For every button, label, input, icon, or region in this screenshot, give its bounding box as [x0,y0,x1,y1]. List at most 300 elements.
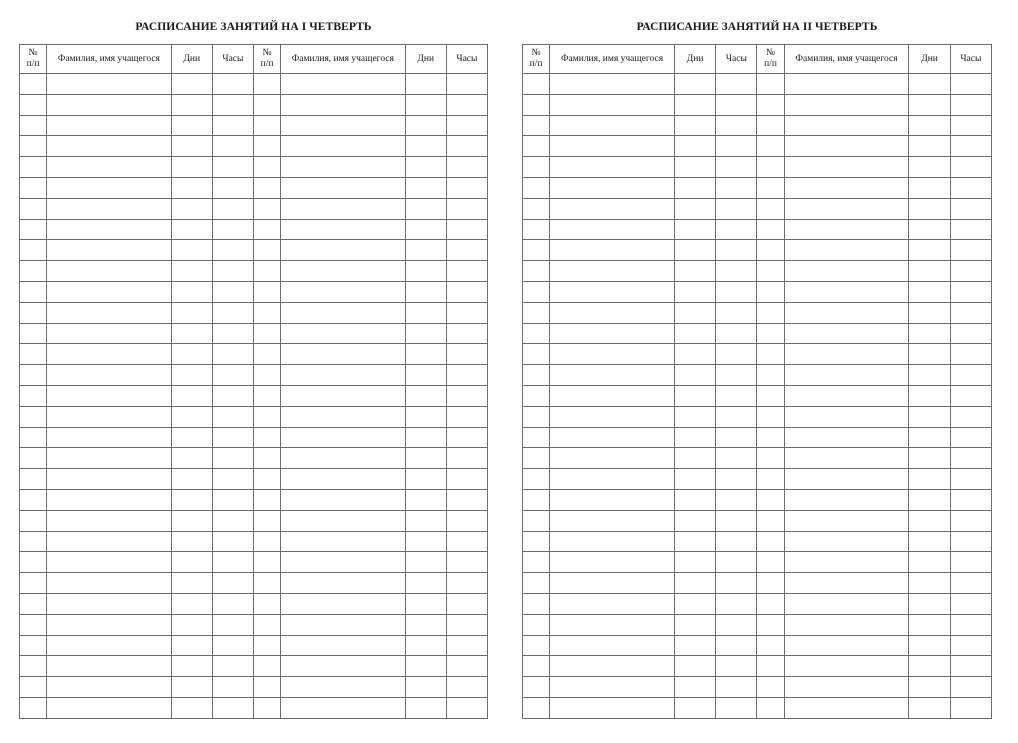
cell-hours[interactable] [716,302,757,323]
cell-student-name[interactable] [784,635,909,656]
cell-number[interactable] [757,552,784,573]
cell-hours[interactable] [950,94,991,115]
cell-number[interactable] [757,489,784,510]
cell-number[interactable] [20,157,47,178]
cell-number[interactable] [253,573,280,594]
cell-days[interactable] [171,510,212,531]
cell-days[interactable] [171,74,212,95]
cell-number[interactable] [757,697,784,718]
cell-hours[interactable] [716,552,757,573]
cell-number[interactable] [20,219,47,240]
cell-student-name[interactable] [784,365,909,386]
cell-student-name[interactable] [784,240,909,261]
cell-number[interactable] [523,406,550,427]
cell-student-name[interactable] [281,677,406,698]
cell-hours[interactable] [446,344,487,365]
cell-hours[interactable] [212,635,253,656]
cell-student-name[interactable] [281,656,406,677]
cell-student-name[interactable] [47,635,172,656]
cell-days[interactable] [909,593,950,614]
cell-days[interactable] [171,344,212,365]
cell-hours[interactable] [950,344,991,365]
cell-number[interactable] [523,697,550,718]
cell-student-name[interactable] [47,344,172,365]
cell-hours[interactable] [446,406,487,427]
cell-number[interactable] [523,302,550,323]
cell-number[interactable] [757,510,784,531]
cell-student-name[interactable] [281,469,406,490]
cell-number[interactable] [253,697,280,718]
cell-hours[interactable] [446,469,487,490]
cell-student-name[interactable] [281,177,406,198]
cell-hours[interactable] [446,385,487,406]
cell-days[interactable] [405,302,446,323]
cell-days[interactable] [405,177,446,198]
cell-student-name[interactable] [550,344,675,365]
cell-days[interactable] [171,198,212,219]
cell-student-name[interactable] [550,406,675,427]
cell-hours[interactable] [950,635,991,656]
cell-student-name[interactable] [47,302,172,323]
cell-hours[interactable] [446,614,487,635]
cell-number[interactable] [757,302,784,323]
cell-hours[interactable] [950,552,991,573]
cell-student-name[interactable] [281,136,406,157]
cell-student-name[interactable] [281,365,406,386]
cell-days[interactable] [909,94,950,115]
cell-hours[interactable] [716,219,757,240]
cell-student-name[interactable] [784,697,909,718]
cell-student-name[interactable] [550,427,675,448]
cell-hours[interactable] [950,677,991,698]
cell-hours[interactable] [446,74,487,95]
cell-days[interactable] [909,635,950,656]
cell-days[interactable] [909,157,950,178]
cell-days[interactable] [909,136,950,157]
cell-hours[interactable] [950,115,991,136]
cell-days[interactable] [171,531,212,552]
cell-student-name[interactable] [550,281,675,302]
cell-days[interactable] [405,219,446,240]
cell-number[interactable] [523,531,550,552]
cell-days[interactable] [909,74,950,95]
cell-student-name[interactable] [47,115,172,136]
cell-student-name[interactable] [550,635,675,656]
cell-number[interactable] [20,344,47,365]
cell-student-name[interactable] [550,323,675,344]
cell-days[interactable] [405,427,446,448]
cell-student-name[interactable] [550,74,675,95]
cell-number[interactable] [757,593,784,614]
cell-hours[interactable] [212,302,253,323]
cell-number[interactable] [757,427,784,448]
cell-days[interactable] [909,219,950,240]
cell-hours[interactable] [446,240,487,261]
cell-number[interactable] [253,177,280,198]
cell-student-name[interactable] [47,365,172,386]
cell-hours[interactable] [716,614,757,635]
cell-number[interactable] [523,448,550,469]
cell-hours[interactable] [212,261,253,282]
cell-number[interactable] [20,198,47,219]
cell-student-name[interactable] [550,240,675,261]
cell-number[interactable] [253,302,280,323]
cell-days[interactable] [171,385,212,406]
cell-student-name[interactable] [47,510,172,531]
cell-number[interactable] [253,406,280,427]
cell-hours[interactable] [716,240,757,261]
cell-number[interactable] [523,157,550,178]
cell-days[interactable] [171,136,212,157]
cell-student-name[interactable] [550,552,675,573]
cell-number[interactable] [523,74,550,95]
cell-days[interactable] [674,344,715,365]
cell-hours[interactable] [446,448,487,469]
cell-student-name[interactable] [281,115,406,136]
cell-days[interactable] [909,427,950,448]
cell-number[interactable] [523,677,550,698]
cell-student-name[interactable] [784,510,909,531]
cell-number[interactable] [253,656,280,677]
cell-number[interactable] [20,94,47,115]
cell-days[interactable] [405,697,446,718]
cell-number[interactable] [253,448,280,469]
cell-student-name[interactable] [281,302,406,323]
cell-hours[interactable] [446,302,487,323]
cell-hours[interactable] [950,198,991,219]
cell-number[interactable] [523,510,550,531]
cell-days[interactable] [909,261,950,282]
cell-days[interactable] [674,302,715,323]
cell-student-name[interactable] [784,74,909,95]
cell-student-name[interactable] [550,677,675,698]
cell-student-name[interactable] [281,531,406,552]
cell-student-name[interactable] [550,469,675,490]
cell-days[interactable] [171,552,212,573]
cell-days[interactable] [405,240,446,261]
cell-hours[interactable] [716,177,757,198]
cell-student-name[interactable] [784,177,909,198]
cell-number[interactable] [20,510,47,531]
cell-days[interactable] [405,281,446,302]
cell-days[interactable] [909,344,950,365]
cell-student-name[interactable] [47,385,172,406]
cell-days[interactable] [674,157,715,178]
cell-hours[interactable] [212,448,253,469]
cell-days[interactable] [405,157,446,178]
cell-number[interactable] [757,614,784,635]
cell-hours[interactable] [716,323,757,344]
cell-days[interactable] [171,157,212,178]
cell-days[interactable] [405,323,446,344]
cell-hours[interactable] [212,427,253,448]
cell-days[interactable] [171,469,212,490]
cell-student-name[interactable] [281,614,406,635]
cell-days[interactable] [171,261,212,282]
cell-number[interactable] [253,344,280,365]
cell-days[interactable] [405,115,446,136]
cell-student-name[interactable] [784,614,909,635]
cell-days[interactable] [909,552,950,573]
cell-number[interactable] [20,697,47,718]
cell-student-name[interactable] [550,385,675,406]
cell-days[interactable] [171,94,212,115]
cell-student-name[interactable] [784,198,909,219]
cell-days[interactable] [909,448,950,469]
cell-number[interactable] [20,489,47,510]
cell-student-name[interactable] [281,323,406,344]
cell-number[interactable] [757,136,784,157]
cell-student-name[interactable] [784,531,909,552]
cell-number[interactable] [20,385,47,406]
cell-days[interactable] [405,136,446,157]
cell-hours[interactable] [950,593,991,614]
cell-student-name[interactable] [47,323,172,344]
cell-student-name[interactable] [281,489,406,510]
cell-hours[interactable] [446,281,487,302]
cell-hours[interactable] [950,385,991,406]
cell-hours[interactable] [212,552,253,573]
cell-hours[interactable] [950,177,991,198]
cell-hours[interactable] [446,115,487,136]
cell-number[interactable] [20,261,47,282]
cell-days[interactable] [405,406,446,427]
cell-student-name[interactable] [281,510,406,531]
cell-student-name[interactable] [550,261,675,282]
cell-student-name[interactable] [281,219,406,240]
cell-hours[interactable] [950,157,991,178]
cell-hours[interactable] [212,593,253,614]
cell-number[interactable] [253,510,280,531]
cell-number[interactable] [757,261,784,282]
cell-number[interactable] [20,177,47,198]
cell-days[interactable] [171,656,212,677]
cell-student-name[interactable] [550,489,675,510]
cell-number[interactable] [253,136,280,157]
cell-days[interactable] [674,489,715,510]
cell-days[interactable] [171,593,212,614]
cell-hours[interactable] [446,573,487,594]
cell-hours[interactable] [212,344,253,365]
cell-days[interactable] [405,635,446,656]
cell-days[interactable] [674,531,715,552]
cell-days[interactable] [909,302,950,323]
cell-number[interactable] [757,198,784,219]
cell-days[interactable] [405,552,446,573]
cell-student-name[interactable] [784,677,909,698]
cell-number[interactable] [20,677,47,698]
cell-hours[interactable] [212,136,253,157]
cell-number[interactable] [523,573,550,594]
cell-number[interactable] [757,115,784,136]
cell-days[interactable] [909,656,950,677]
cell-days[interactable] [171,240,212,261]
cell-days[interactable] [674,552,715,573]
cell-number[interactable] [253,677,280,698]
cell-hours[interactable] [950,365,991,386]
cell-student-name[interactable] [281,344,406,365]
cell-number[interactable] [253,94,280,115]
cell-days[interactable] [674,177,715,198]
cell-student-name[interactable] [550,656,675,677]
cell-hours[interactable] [212,115,253,136]
cell-hours[interactable] [716,677,757,698]
cell-days[interactable] [405,593,446,614]
cell-student-name[interactable] [784,469,909,490]
cell-student-name[interactable] [550,115,675,136]
cell-student-name[interactable] [550,177,675,198]
cell-number[interactable] [523,198,550,219]
cell-number[interactable] [20,614,47,635]
cell-hours[interactable] [716,365,757,386]
cell-number[interactable] [253,115,280,136]
cell-number[interactable] [20,573,47,594]
cell-number[interactable] [757,323,784,344]
cell-student-name[interactable] [281,261,406,282]
cell-number[interactable] [253,281,280,302]
cell-number[interactable] [253,240,280,261]
cell-days[interactable] [405,656,446,677]
cell-hours[interactable] [716,531,757,552]
cell-number[interactable] [523,136,550,157]
cell-hours[interactable] [716,115,757,136]
cell-number[interactable] [523,427,550,448]
cell-days[interactable] [171,406,212,427]
cell-hours[interactable] [446,365,487,386]
cell-student-name[interactable] [550,614,675,635]
cell-student-name[interactable] [784,344,909,365]
cell-student-name[interactable] [784,157,909,178]
cell-student-name[interactable] [784,406,909,427]
cell-hours[interactable] [950,573,991,594]
cell-student-name[interactable] [784,489,909,510]
cell-number[interactable] [20,302,47,323]
cell-student-name[interactable] [784,573,909,594]
cell-student-name[interactable] [47,531,172,552]
cell-student-name[interactable] [281,427,406,448]
cell-hours[interactable] [950,448,991,469]
cell-days[interactable] [171,302,212,323]
cell-student-name[interactable] [47,573,172,594]
cell-number[interactable] [253,74,280,95]
cell-student-name[interactable] [281,697,406,718]
cell-days[interactable] [909,489,950,510]
cell-number[interactable] [757,177,784,198]
cell-student-name[interactable] [47,427,172,448]
cell-days[interactable] [674,697,715,718]
cell-student-name[interactable] [550,573,675,594]
cell-days[interactable] [171,635,212,656]
cell-days[interactable] [909,677,950,698]
cell-days[interactable] [674,219,715,240]
cell-days[interactable] [674,427,715,448]
cell-hours[interactable] [716,157,757,178]
cell-number[interactable] [20,469,47,490]
cell-days[interactable] [405,344,446,365]
cell-hours[interactable] [212,281,253,302]
cell-hours[interactable] [212,573,253,594]
cell-hours[interactable] [950,469,991,490]
cell-hours[interactable] [950,261,991,282]
cell-hours[interactable] [446,510,487,531]
cell-student-name[interactable] [281,157,406,178]
cell-hours[interactable] [716,697,757,718]
cell-days[interactable] [674,74,715,95]
cell-student-name[interactable] [784,323,909,344]
cell-days[interactable] [909,115,950,136]
cell-number[interactable] [253,365,280,386]
cell-hours[interactable] [212,94,253,115]
cell-student-name[interactable] [784,656,909,677]
cell-hours[interactable] [716,136,757,157]
cell-number[interactable] [757,531,784,552]
cell-student-name[interactable] [47,656,172,677]
cell-student-name[interactable] [47,177,172,198]
cell-days[interactable] [674,448,715,469]
cell-number[interactable] [253,219,280,240]
cell-hours[interactable] [446,677,487,698]
cell-hours[interactable] [716,385,757,406]
cell-student-name[interactable] [784,552,909,573]
cell-student-name[interactable] [47,157,172,178]
cell-student-name[interactable] [47,593,172,614]
cell-student-name[interactable] [550,136,675,157]
cell-hours[interactable] [212,489,253,510]
cell-number[interactable] [20,427,47,448]
cell-student-name[interactable] [281,94,406,115]
cell-days[interactable] [405,677,446,698]
cell-hours[interactable] [716,469,757,490]
cell-hours[interactable] [446,697,487,718]
cell-number[interactable] [757,157,784,178]
cell-number[interactable] [20,365,47,386]
cell-number[interactable] [757,94,784,115]
cell-days[interactable] [909,614,950,635]
cell-number[interactable] [20,74,47,95]
cell-student-name[interactable] [281,385,406,406]
cell-hours[interactable] [212,656,253,677]
cell-number[interactable] [757,448,784,469]
cell-number[interactable] [253,385,280,406]
cell-student-name[interactable] [784,302,909,323]
cell-number[interactable] [523,94,550,115]
cell-student-name[interactable] [281,74,406,95]
cell-days[interactable] [674,261,715,282]
cell-student-name[interactable] [47,198,172,219]
cell-student-name[interactable] [281,552,406,573]
cell-days[interactable] [405,489,446,510]
cell-hours[interactable] [950,74,991,95]
cell-days[interactable] [674,510,715,531]
cell-days[interactable] [909,177,950,198]
cell-hours[interactable] [446,552,487,573]
cell-days[interactable] [909,531,950,552]
cell-hours[interactable] [950,406,991,427]
cell-days[interactable] [674,677,715,698]
cell-days[interactable] [171,448,212,469]
cell-student-name[interactable] [281,573,406,594]
cell-number[interactable] [20,448,47,469]
cell-days[interactable] [405,261,446,282]
cell-number[interactable] [523,219,550,240]
cell-hours[interactable] [950,614,991,635]
cell-hours[interactable] [212,385,253,406]
cell-hours[interactable] [212,177,253,198]
cell-days[interactable] [171,281,212,302]
cell-days[interactable] [674,281,715,302]
cell-student-name[interactable] [47,281,172,302]
cell-student-name[interactable] [784,281,909,302]
